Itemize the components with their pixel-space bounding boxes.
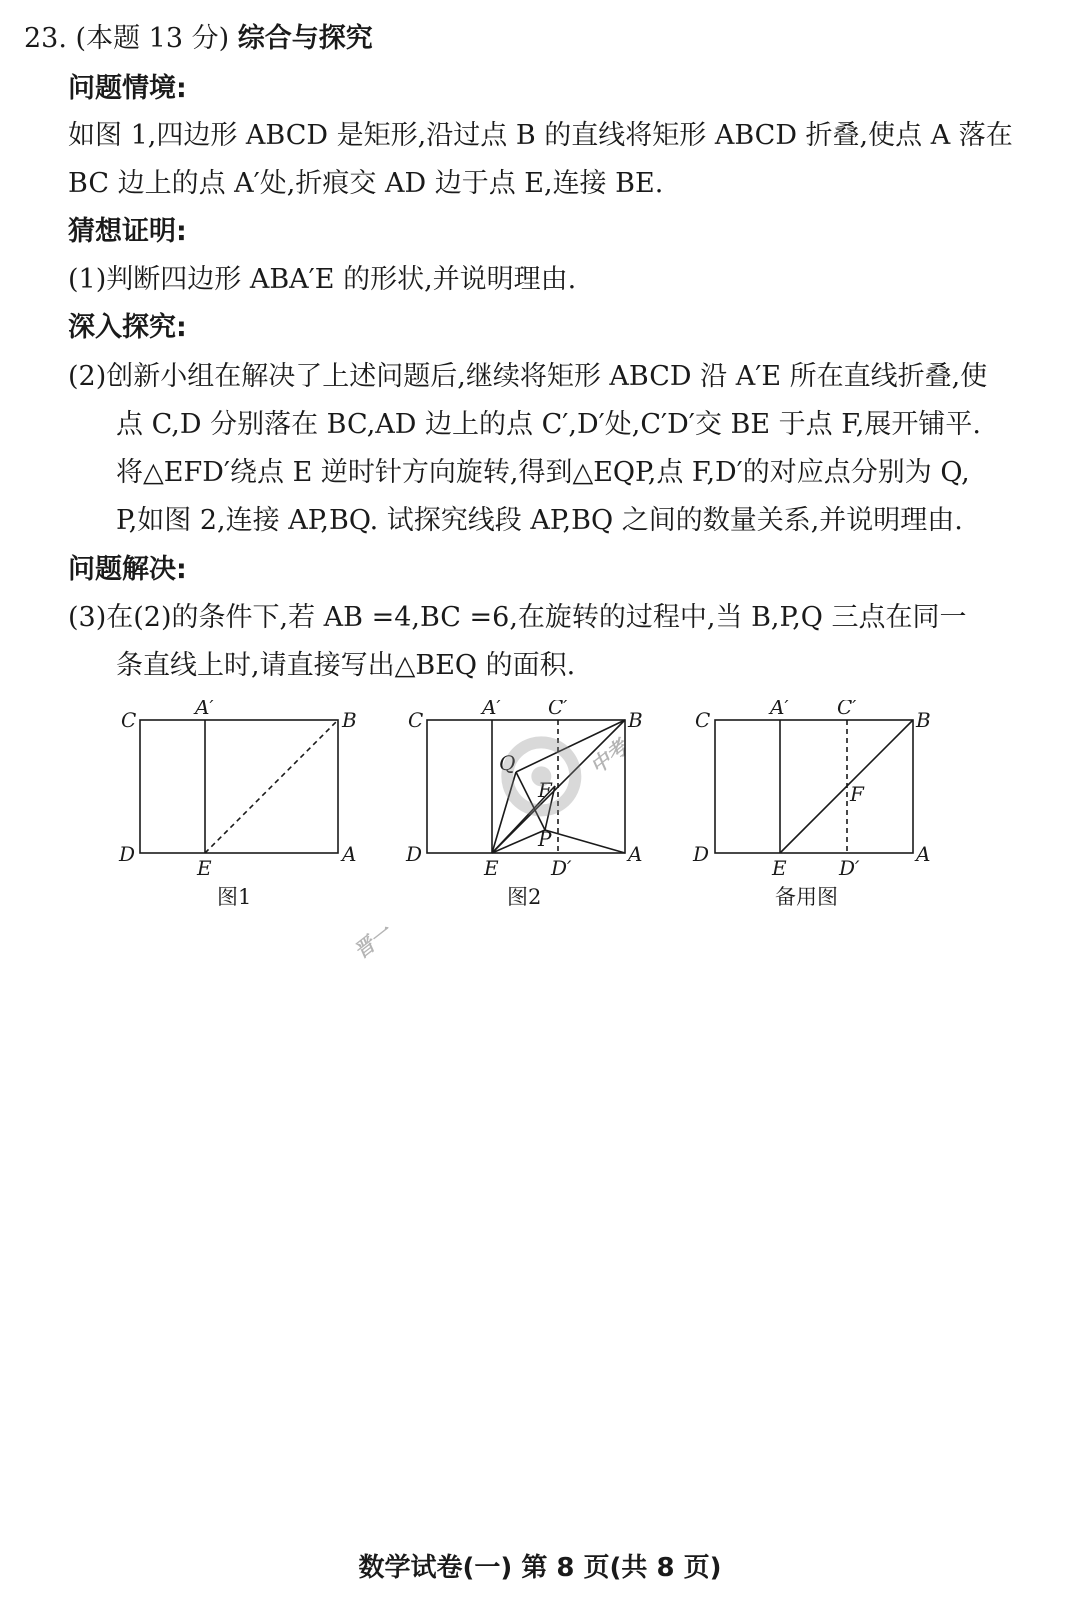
fig3-label-C-prime: C′ <box>837 700 857 719</box>
question-2-line-1: (2)创新小组在解决了上述问题后,继续将矩形 ABCD 沿 A′E 所在直线折叠,使 <box>68 361 988 392</box>
fig1-label-A: A <box>342 842 357 866</box>
fig1-label-D: D <box>119 842 136 866</box>
fig3-label-A: A <box>916 842 931 866</box>
explore-heading: 深入探究: <box>68 312 187 343</box>
conjecture-heading: 猜想证明: <box>68 216 187 247</box>
watermark-logo <box>250 560 810 980</box>
fig3-label-B: B <box>916 708 931 732</box>
fig1-caption: 图1 <box>217 885 252 909</box>
fig2-label-D-prime: D′ <box>551 856 572 880</box>
fig2-label-A: A <box>628 842 643 866</box>
fig3-label-F: F <box>850 782 864 806</box>
fig2-label-B: B <box>628 708 643 732</box>
situation-heading: 问题情境: <box>68 73 187 104</box>
fig2-label-D: D <box>406 842 423 866</box>
page-footer: 数学试卷(一) 第 8 页(共 8 页) <box>358 1553 722 1583</box>
fig3-label-A-prime: A′ <box>770 700 789 719</box>
fig2-label-A-prime: A′ <box>482 700 501 719</box>
question-number: 23. <box>24 23 67 54</box>
fig2-label-F: F <box>538 778 552 802</box>
question-points: (本题 13 分) <box>75 23 230 54</box>
fig1-label-A-prime: A′ <box>195 700 214 719</box>
fig3-label-D: D <box>693 842 710 866</box>
fig2-caption: 图2 <box>507 885 542 909</box>
question-2-line-4: P,如图 2,连接 AP,BQ. 试探究线段 AP,BQ 之间的数量关系,并说明理由. <box>116 505 963 536</box>
question-2-line-3: 将△EFD′绕点 E 逆时针方向旋转,得到△EQP,点 F,D′的对应点分别为 Q, <box>116 457 970 488</box>
fig2-label-C-prime: C′ <box>548 700 568 719</box>
question-1: (1)判断四边形 ABA′E 的形状,并说明理由. <box>68 264 577 295</box>
fig2-label-P: P <box>538 827 552 851</box>
fig2-label-Q: Q <box>499 751 516 775</box>
fig2-label-C: C <box>408 708 424 732</box>
fig1-label-B: B <box>342 708 357 732</box>
svg-text:中考: 中考 <box>585 735 632 779</box>
fig2-label-E: E <box>484 856 499 880</box>
question-3-line-2: 条直线上时,请直接写出△BEQ 的面积. <box>116 650 576 681</box>
fig1-label-E: E <box>197 856 212 880</box>
question-header <box>24 22 373 56</box>
situation-line-2: BC 边上的点 A′处,折痕交 AD 边于点 E,连接 BE. <box>68 168 664 199</box>
situation-line-1: 如图 1,四边形 ABCD 是矩形,沿过点 B 的直线将矩形 ABCD 折叠,使点 A 落在 <box>68 120 1013 151</box>
question-3-line-1: (3)在(2)的条件下,若 AB =4,BC =6,在旋转的过程中,当 B,P,Q 三点在同一 <box>68 602 967 633</box>
fig3-caption: 备用图 <box>775 885 838 909</box>
fig3-label-C: C <box>695 708 711 732</box>
fig1-label-C: C <box>121 708 137 732</box>
fig3-label-E: E <box>772 856 787 880</box>
question-2-line-2: 点 C,D 分别落在 BC,AD 边上的点 C′,D′处,C′D′交 BE 于点 F,展开铺平. <box>116 409 981 440</box>
svg-text:晋一: 晋一 <box>349 919 396 964</box>
solve-heading: 问题解决: <box>68 554 187 585</box>
fig3-label-D-prime: D′ <box>839 856 860 880</box>
question-title: 综合与探究 <box>237 23 373 54</box>
